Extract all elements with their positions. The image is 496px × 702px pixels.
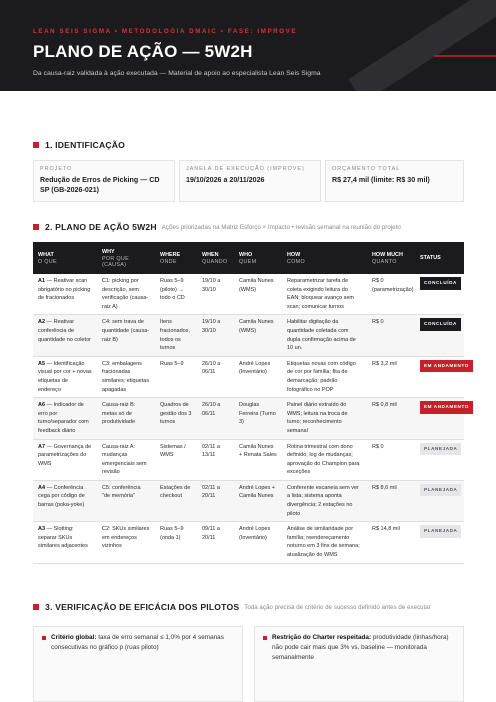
budget-label: ORÇAMENTO TOTAL: [332, 166, 401, 172]
global-criterion-box: [33, 626, 243, 702]
budget-box: [325, 160, 464, 202]
col-what: WHAT O QUE: [33, 242, 97, 274]
header-kicker: LEAN SEIS SIGMA • METODOLOGIA DMAIC • FASE: IMPROVE: [33, 28, 298, 35]
table-row: A5 — Identificação visual por cor + novas etiquetas de endereço C3: embalagens fracionadas similares; etiquetas apagadas Ruas 5–9 26/10 a 06/11 André Lopes (Inventário) Etiquetas novas com código de cor por família; fita de demarcação; padrão fotográfico no POP R$ 3,2 mil EM ANDAMENTO: [33, 356, 464, 397]
col-status: STATUS: [415, 242, 464, 274]
table-row: A6 — Indicador de erro por turno/separador com feedback diário Causa-raiz B: metas só de produtividade Quadros de gestão dos 3 turnos 26/10 a 06/11 Douglas Ferreira (Turno 3) Painel diário extraído do WMS; leitura na troca de turno; reconhecimento semanal R$ 0,8 mil EM ANDAMENTO: [33, 398, 464, 439]
page-subtitle: Da causa-raiz validada à ação executada — Material de apoio ao especialista Lean Seis Sigma: [33, 70, 321, 77]
section-marker-icon: [33, 604, 39, 610]
status-badge: CONCLUÍDA: [420, 318, 461, 331]
table-row: A3 — Slotting: separar SKUs similares adjacentes C2: SKUs similares em endereços vizinhos Ruas 5–9 (onda 1) 09/11 a 20/11 André Lopes (Inventário) Análise de similaridade por família; reendereçamento noturno em 3 fins de semana; atualização do WMS R$ 14,8 mil PLANEJADA: [33, 522, 464, 563]
header-decoration: [336, 0, 496, 91]
charter-restriction-box: [254, 626, 464, 702]
section-title: 2. PLANO DE AÇÃO 5W2H: [45, 222, 157, 232]
section-marker-icon: [33, 224, 39, 230]
execution-window-label: JANELA DE EXECUÇÃO (IMPROVE): [186, 166, 305, 172]
status-badge: EM ANDAMENTO: [420, 401, 473, 414]
section-title: 3. VERIFICAÇÃO DE EFICÁCIA DOS PILOTOS: [45, 602, 240, 612]
bullet-icon: [263, 636, 267, 640]
section-title: 1. IDENTIFICAÇÃO: [45, 140, 126, 150]
report-header: [0, 0, 496, 91]
col-how-much: HOW MUCH QUANTO: [367, 242, 415, 274]
project-box: [33, 160, 175, 202]
bullet-icon: [42, 636, 46, 640]
col-where: WHERE ONDE: [155, 242, 197, 274]
section-marker-icon: [33, 142, 39, 148]
section-verification-heading: [33, 602, 431, 612]
list-item: Critério global: taxa de erro semanal ≤ 1,0% por 4 semanas consecutivas no gráfico p (ruas piloto): [42, 633, 236, 653]
status-badge: PLANEJADA: [420, 525, 461, 538]
status-badge: CONCLUÍDA: [420, 277, 461, 290]
col-how: HOW COMO: [282, 242, 367, 274]
table-row: A1 — Reativar scan obrigatório no picking de fracionados C1: picking por descrição, sem verificação (causa-raiz A) Ruas 5–9 (piloto) → todo o CD 19/10 a 30/10 Camila Nunes (WMS) Reparametrizar tarefa de coleta exigindo leitura do EAN; bloquear avanço sem scan; comunicar turnos R$ 0 (parametrização) CONCLUÍDA: [33, 274, 464, 315]
col-why: WHY POR QUE (CAUSA): [97, 242, 155, 274]
execution-window-box: [179, 160, 321, 202]
budget-value: R$ 27,4 mil (limite: R$ 30 mil): [332, 176, 430, 184]
table-header-row: [33, 242, 464, 274]
table-row: A4 — Conferência cega por código de barras (poka-yoke) C5: conferência "de memória" Estações de checkout 02/11 a 20/11 André Lopes + Camila Nunes Conferente escaneia sem ver a lista; sistema aponta divergência; 2 estações no piloto R$ 8,6 mil PLANEJADA: [33, 480, 464, 521]
col-who: WHO QUEM: [234, 242, 282, 274]
status-badge: EM ANDAMENTO: [420, 360, 473, 373]
project-label: PROJETO: [40, 166, 73, 172]
status-badge: PLANEJADA: [420, 484, 461, 497]
execution-window-value: 19/10/2026 a 20/11/2026: [186, 176, 265, 184]
section-note: Toda ação precisa de critério de sucesso definido antes de executar: [244, 603, 431, 611]
section-action-plan-heading: [33, 222, 401, 232]
list-item: Restrição do Charter respeitada: produtividade (linhas/hora) não pode cair mais que 3% vs. baseline — monitorada semanalmente: [263, 633, 457, 663]
table-row: A7 — Governança de parametrizações do WMS Causa-raiz A: mudanças emergenciais sem revisão Sistemas / WMS 02/11 a 13/11 Camila Nunes + Renata Sales Rotina trimestral com dono definido; log de mudanças; aprovação do Champion para exceções R$ 0 PLANEJADA: [33, 439, 464, 480]
action-plan-table: [33, 242, 469, 564]
section-note: Ações priorizadas na Matriz Esforço × Impacto • revisão semanal na reunião do projeto: [161, 223, 401, 231]
page-title: PLANO DE AÇÃO — 5W2H: [33, 42, 253, 61]
section-identification-heading: [33, 140, 125, 150]
table-row: A2 — Reativar conferência de quantidade no coletor C4: sem trava de quantidade (causa-raiz B) Itens fracionados, todos os turnos 19/10 a 30/10 Camila Nunes (WMS) Habilitar digitação da quantidade coletada com dupla confirmação acima de 10 un. R$ 0 CONCLUÍDA: [33, 315, 464, 356]
project-value: Redução de Erros de Picking — CD SP (GB-2026-021): [40, 176, 160, 194]
col-when: WHEN QUANDO: [197, 242, 234, 274]
status-badge: PLANEJADA: [420, 443, 461, 456]
